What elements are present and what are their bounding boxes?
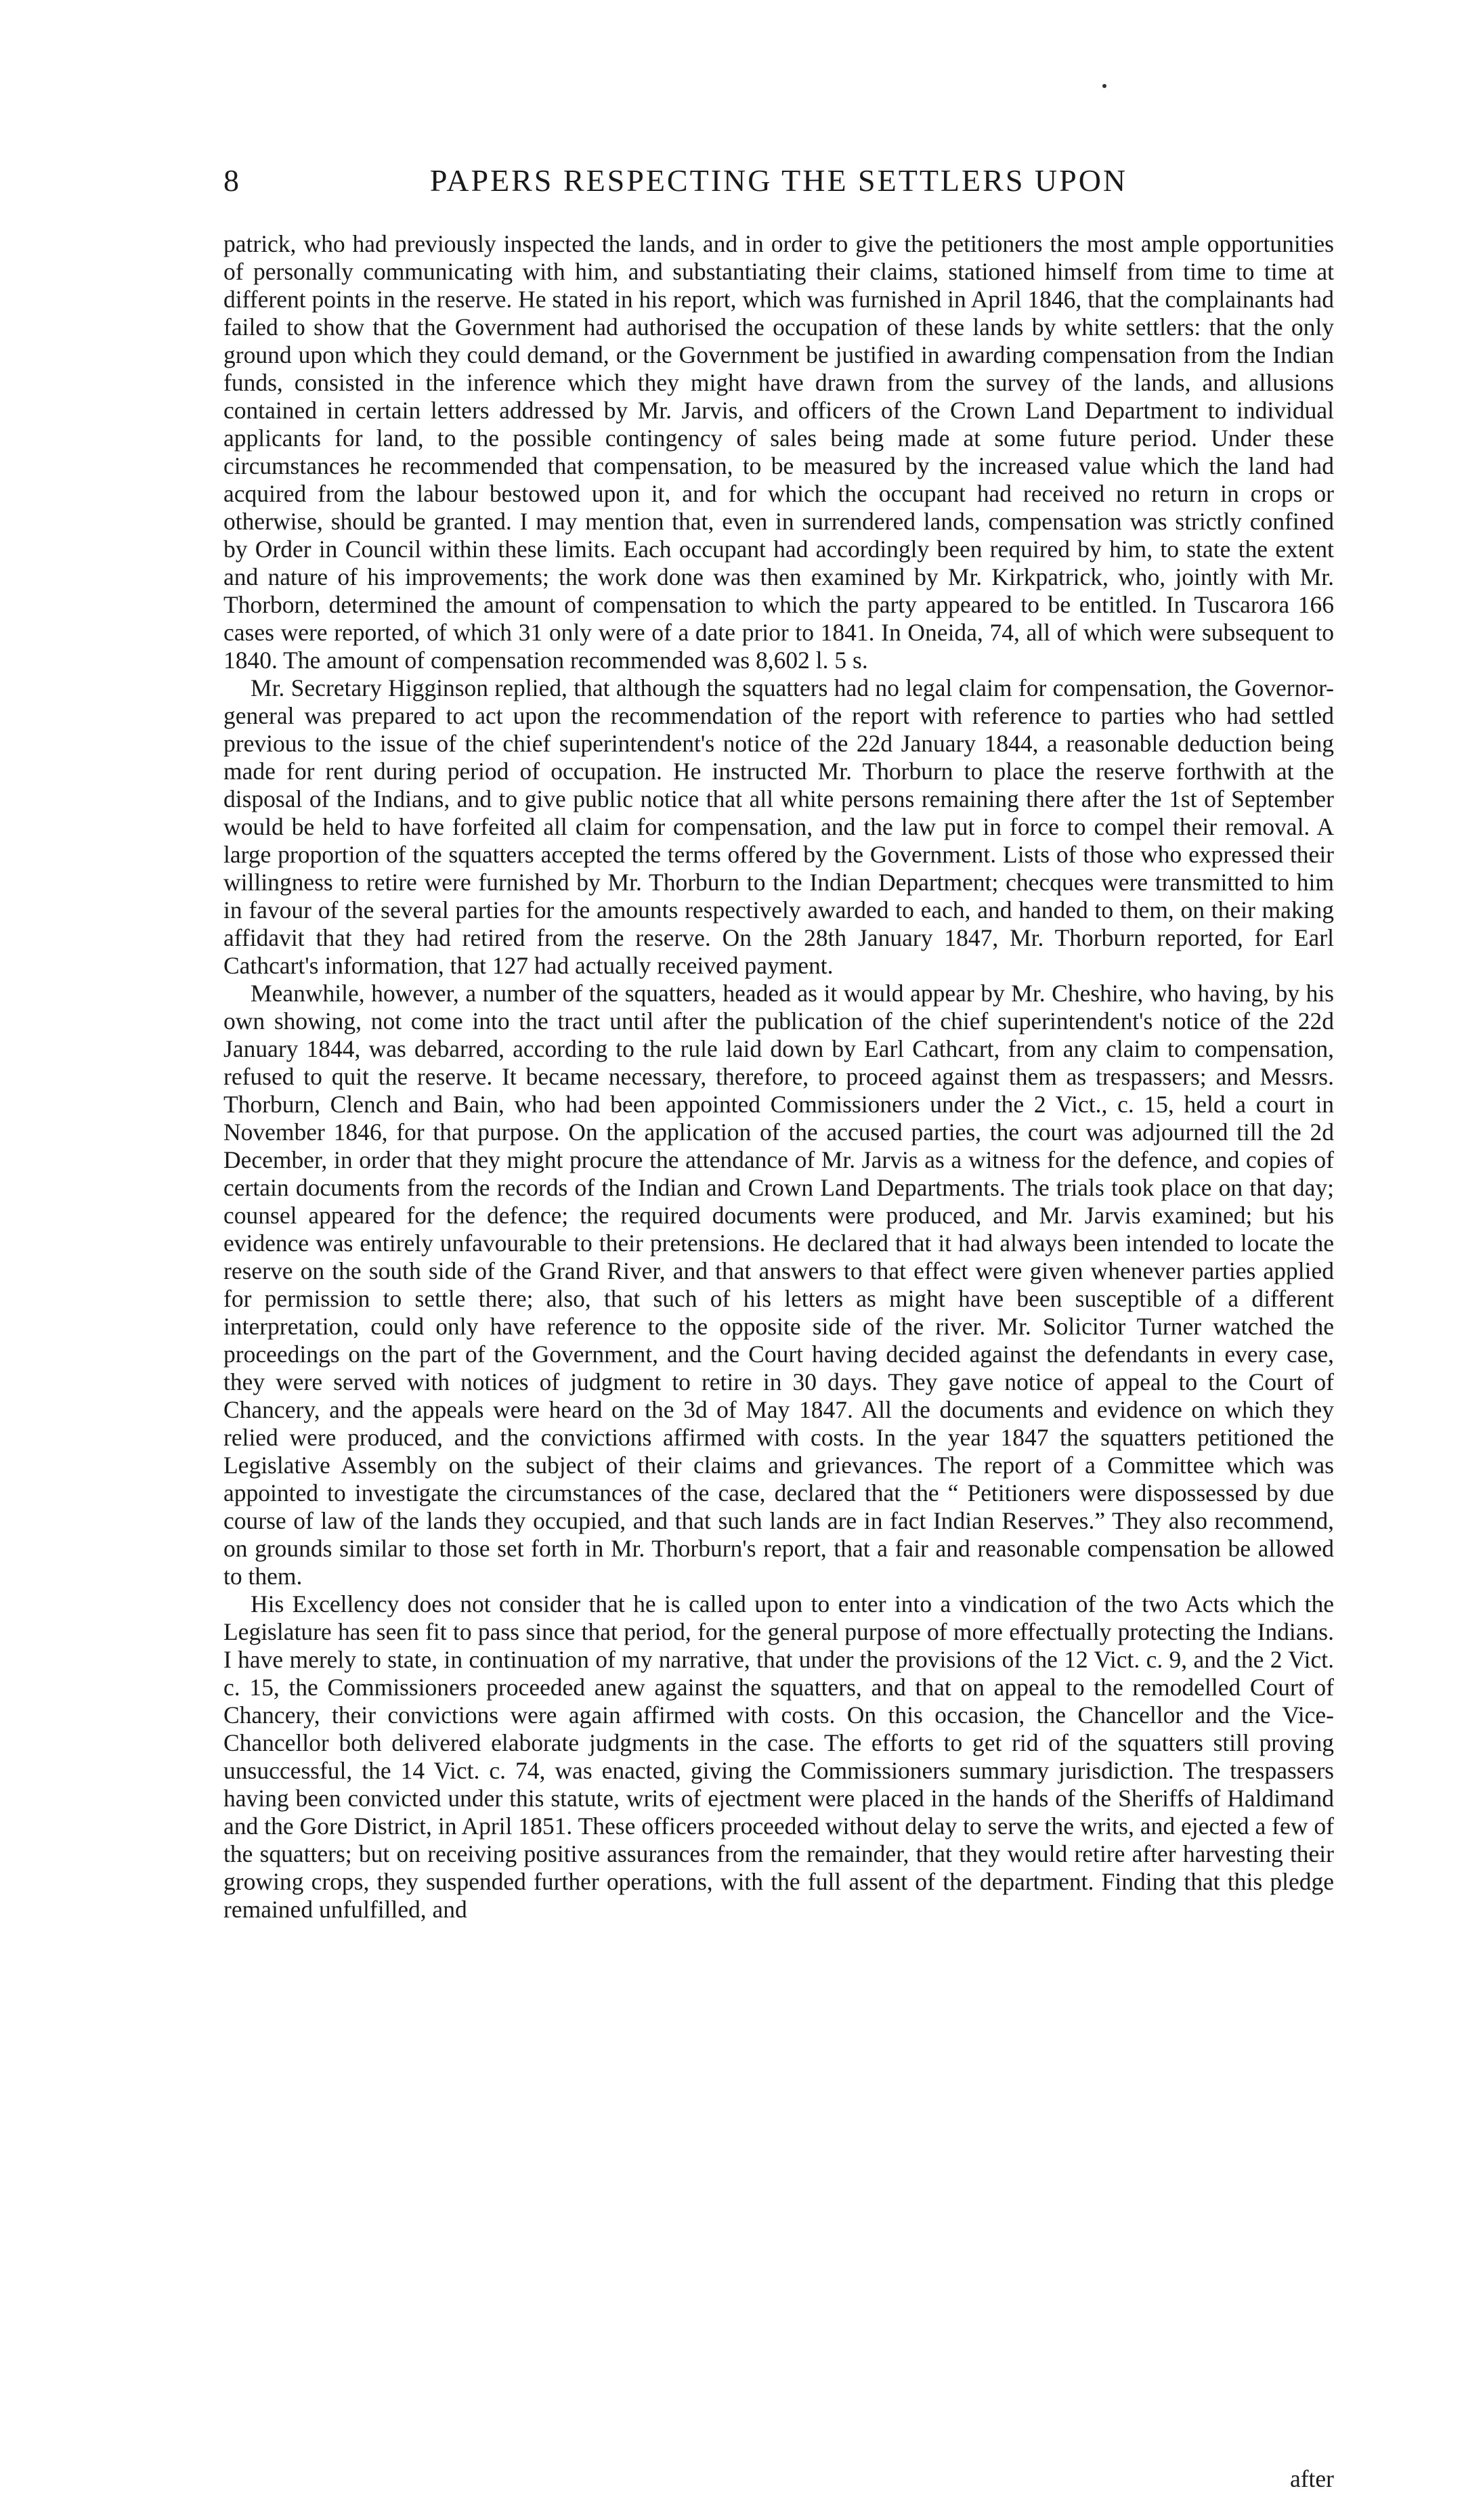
body-text — [223, 230, 1334, 1924]
ink-speck — [1102, 84, 1106, 88]
paragraph-2: Mr. Secretary Higginson replied, that although the squatters had no legal claim for compensation, the Governor-general was prepared to act upon the recommendation of the report with reference to parties who had settled previous to the issue of the chief superintendent's notice of the 22d January 1844, a reasonable deduction being made for rent during period of occupation. He instructed Mr. Thorburn to place the reserve forthwith at the disposal of the Indians, and to give public notice that all white persons remaining there after the 1st of September would be held to have forfeited all claim for compensation, and the law put in force to compel their removal. A large proportion of the squatters accepted the terms offered by the Government. Lists of those who expressed their willingness to retire were furnished by Mr. Thorburn to the Indian Department; checques were transmitted to him in favour of the several parties for the amounts respectively awarded to each, and handed to them, on their making affidavit that they had retired from the reserve. On the 28th January 1847, Mr. Thorburn reported, for Earl Cathcart's information, that 127 had actually received payment. — [223, 674, 1334, 979]
catchword: after — [1289, 2465, 1334, 2492]
paragraph-4: His Excellency does not consider that he is called upon to enter into a vindication of the two Acts which the Legislature has seen fit to pass since that period, for the general purpose of more effectually protecting the Indians. I have merely to state, in continuation of my narrative, that under the provisions of the 12 Vict. c. 9, and the 2 Vict. c. 15, the Commissioners proceeded anew against the squatters, and that on appeal to the remodelled Court of Chancery, their convictions were again affirmed with costs. On this occasion, the Chancellor and the Vice-Chancellor both delivered elaborate judgments in the case. The efforts to get rid of the squatters still proving unsuccessful, the 14 Vict. c. 74, was enacted, giving the Commissioners summary jurisdiction. The trespassers having been convicted under this statute, writs of ejectment were placed in the hands of the Sheriffs of Haldimand and the Gore District, in April 1851. These officers proceeded without delay to serve the writs, and ejected a few of the squatters; but on receiving positive assurances from the remainder, that they would retire after harvesting their growing crops, they suspended further operations, with the full assent of the department. Finding that this pledge remained unfulfilled, and — [223, 1590, 1334, 1923]
paragraph-1: patrick, who had previously inspected the lands, and in order to give the petitioners the most ample opportunities of personally communicating with him, and substantiating their claims, stationed himself from time to time at different points in the reserve. He stated in his report, which was furnished in April 1846, that the complainants had failed to show that the Government had authorised the occupation of these lands by white settlers: that the only ground upon which they could demand, or the Government be justified in awarding compensation from the Indian funds, consisted in the inference which they might have drawn from the survey of the lands, and allusions contained in certain letters addressed by Mr. Jarvis, and officers of the Crown Land Department to individual applicants for land, to the possible contingency of sales being made at some future period. Under these circumstances he recommended that compensation, to be measured by the increased value which the land had acquired from the labour bestowed upon it, and for which the occupant had received no return in crops or otherwise, should be granted. I may mention that, even in surrendered lands, compensation was strictly confined by Order in Council within these limits. Each occupant had accordingly been required by him, to state the extent and nature of his improvements; the work done was then examined by Mr. Kirkpatrick, who, jointly with Mr. Thorborn, determined the amount of compensation to which the party appeared to be entitled. In Tuscarora 166 cases were reported, of which 31 only were of a date prior to 1841. In Oneida, 74, all of which were subsequent to 1840. The amount of compensation recommended was 8,602 l. 5 s. — [223, 230, 1334, 674]
paragraph-3: Meanwhile, however, a number of the squatters, headed as it would appear by Mr. Cheshire, who having, by his own showing, not come into the tract until after the publication of the chief superintendent's notice of the 22d January 1844, was debarred, according to the rule laid down by Earl Cathcart, from any claim to compensation, refused to quit the reserve. It became necessary, therefore, to proceed against them as trespassers; and Messrs. Thorburn, Clench and Bain, who had been appointed Commissioners under the 2 Vict., c. 15, held a court in November 1846, for that purpose. On the application of the accused parties, the court was adjourned till the 2d December, in order that they might procure the attendance of Mr. Jarvis as a witness for the defence, and copies of certain documents from the records of the Indian and Crown Land Departments. The trials took place on that day; counsel appeared for the defence; the required documents were produced, and Mr. Jarvis examined; but his evidence was entirely unfavourable to their pretensions. He declared that it had always been intended to locate the reserve on the south side of the Grand River, and that answers to that effect were given whenever parties applied for permission to settle there; also, that such of his letters as might have been susceptible of a different interpretation, could only have reference to the opposite side of the river. Mr. Solicitor Turner watched the proceedings on the part of the Government, and the Court having decided against the defendants in every case, they were served with notices of judgment to retire in 30 days. They gave notice of appeal to the Court of Chancery, and the appeals were heard on the 3d of May 1847. All the documents and evidence on which they relied were produced, and the convictions affirmed with costs. In the year 1847 the squatters petitioned the Legislative Assembly on the subject of their claims and grievances. The report of a Committee which was appointed to investigate the circumstances of the case, declared that the “ Petitioners were dispossessed by due course of law of the lands they occupied, and that such lands are in fact Indian Reserves.” They also recommend, on grounds similar to those set forth in Mr. Thorburn's report, that a fair and reasonable compensation be allowed to them. — [223, 980, 1334, 1590]
page-number: 8 — [223, 163, 240, 198]
page-header — [223, 162, 1334, 210]
running-title: PAPERS RESPECTING THE SETTLERS UPON — [429, 163, 1128, 198]
